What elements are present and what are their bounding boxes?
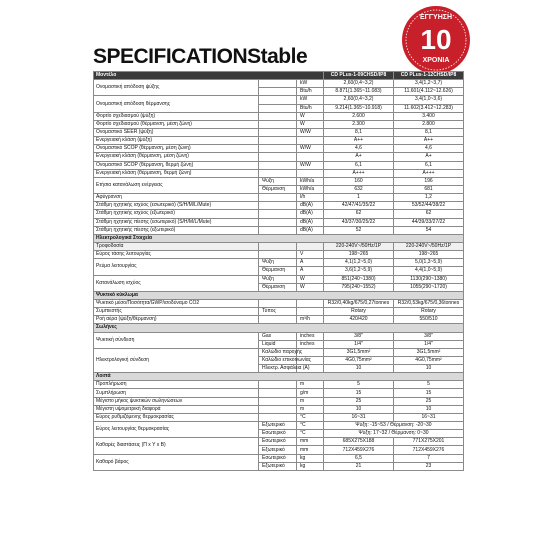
table-row: [94, 120, 464, 128]
row-sub-label: [259, 161, 297, 169]
row-value-model-2: 3,4(1,2~3,7): [394, 80, 464, 88]
row-sub-label: [259, 226, 297, 234]
row-value-model-1: 21: [324, 462, 394, 470]
table-row: [94, 210, 464, 218]
row-label: Εύρος ρυθμιζόμενης θερμοκρασίας: [94, 413, 259, 421]
row-sub-label: Θέρμανση: [259, 267, 297, 275]
row-sub-label: [259, 389, 297, 397]
row-value-model-2: 11.601(4.112~12.626): [394, 88, 464, 96]
row-unit: l/h: [297, 194, 324, 202]
row-sub-label: [259, 80, 297, 88]
section-title: Ψυκτικό κύκλωμα: [94, 291, 464, 299]
row-sub-label: [259, 316, 297, 324]
badge-top-text: ΕΓΓΥΗΣΗ: [419, 14, 453, 21]
row-sub-label: [259, 120, 297, 128]
row-value-model-1: 42/47/41/35/22: [324, 202, 394, 210]
row-unit: [297, 242, 324, 250]
row-value-model-2: 771X275X201: [394, 438, 464, 446]
table-row: [94, 308, 464, 316]
row-unit: Btu/h: [297, 88, 324, 96]
row-label: Ενεργειακή κλάση (θέρμανση, μέση ζώνη): [94, 153, 259, 161]
row-unit: kWh/a: [297, 185, 324, 193]
row-label: Κατανάλωση ισχύος: [94, 275, 259, 291]
row-value-model-2: 220-240V~/50Hz/1P: [394, 242, 464, 250]
row-sub-label: Εξωτερικό: [259, 446, 297, 454]
warranty-badge-icon: [398, 2, 474, 78]
row-unit: [297, 153, 324, 161]
spec-table: [93, 71, 464, 471]
row-value-model-1: 5: [324, 381, 394, 389]
row-value-model-2: 550/510: [394, 316, 464, 324]
table-header-row: [94, 72, 464, 80]
row-value-model-2: 54: [394, 226, 464, 234]
row-sub-label: Καλώδιο επικοινωνίας: [259, 356, 297, 364]
row-sub-label: Εσωτερικό: [259, 454, 297, 462]
row-value-model-1: 4G0,75mm²: [324, 356, 394, 364]
row-sub-label: Gas: [259, 332, 297, 340]
row-value-model-2: 5,0(1,3~5,9): [394, 259, 464, 267]
row-value-model-1: 10: [324, 365, 394, 373]
section-row: [94, 373, 464, 381]
row-value-model-1: A+++: [324, 169, 394, 177]
row-sub-label: [259, 137, 297, 145]
row-value-model-1: A+: [324, 153, 394, 161]
row-sub-label: [259, 397, 297, 405]
row-value-model-2: 25: [394, 397, 464, 405]
row-value-model-2: 23: [394, 462, 464, 470]
row-sub-label: [259, 299, 297, 307]
row-sub-label: Εσωτερικό: [259, 430, 297, 438]
row-unit: kW: [297, 80, 324, 88]
row-label: Φορτίο σχεδιασμού (θέρμανση, μέση ζώνη): [94, 120, 259, 128]
row-sub-label: Ψύξη: [259, 177, 297, 185]
row-sub-label: [259, 381, 297, 389]
row-unit: inches: [297, 340, 324, 348]
row-value-model-2: 1,2: [394, 194, 464, 202]
row-value-model-1: 9.214(1.365~10.918): [324, 104, 394, 112]
row-label: Φορτίο σχεδιασμού (ψύξη): [94, 112, 259, 120]
row-sub-label: Τύπος: [259, 308, 297, 316]
row-label: Ψυκτικό μέσο/Ποσότητα/GWP/ισοδύναμο CO2: [94, 299, 259, 307]
row-unit: °C: [297, 422, 324, 430]
table-row: [94, 177, 464, 185]
row-unit: dB(A): [297, 210, 324, 218]
row-sub-label: Ψύξη: [259, 275, 297, 283]
row-value-model-1: 2.600: [324, 112, 394, 120]
row-value-model-2: 3,4(1,0~3,6): [394, 96, 464, 104]
row-unit: kWh/a: [297, 177, 324, 185]
row-unit: W: [297, 112, 324, 120]
row-value-model-1: 25: [324, 397, 394, 405]
row-value-model-2: 16~31: [394, 413, 464, 421]
row-value-model-1: 712X459X276: [324, 446, 394, 454]
row-value-model-1: 220-240V~/50Hz/1P: [324, 242, 394, 250]
row-sub-label: [259, 153, 297, 161]
table-row: [94, 153, 464, 161]
row-value-model-1: 10: [324, 405, 394, 413]
badge-number: 10: [420, 24, 452, 55]
row-label: Ονομαστική απόδοση ψύξης: [94, 80, 259, 96]
row-value-model-2: A+: [394, 153, 464, 161]
row-value-model-2: 62: [394, 210, 464, 218]
row-label: Καθαρό βάρος: [94, 454, 259, 470]
row-sub-label: [259, 145, 297, 153]
row-value-model-1: 2,60(0,4~3,2): [324, 80, 394, 88]
row-value-model-2: 15: [394, 389, 464, 397]
row-unit: A: [297, 259, 324, 267]
row-sub-label: [259, 194, 297, 202]
table-row: [94, 194, 464, 202]
row-unit: mm: [297, 438, 324, 446]
page-title: SPECIFICATIONStable: [93, 45, 308, 68]
row-value-model-2: 2.800: [394, 120, 464, 128]
row-label: Καθαρές διαστάσεις (Π x Υ x Β): [94, 438, 259, 454]
row-sub-label: [259, 112, 297, 120]
table-row: [94, 80, 464, 88]
row-unit: m³/h: [297, 316, 324, 324]
row-value-model-1: A++: [324, 137, 394, 145]
row-unit: W/W: [297, 128, 324, 136]
table-row: [94, 226, 464, 234]
table-row: [94, 438, 464, 446]
row-value-model-2: A+++: [394, 169, 464, 177]
row-sub-label: Ψύξη: [259, 259, 297, 267]
table-row: [94, 422, 464, 430]
row-value-model-1: Rotary: [324, 308, 394, 316]
section-row: [94, 234, 464, 242]
table-row: [94, 405, 464, 413]
row-value-model-2: 1055(290~1720): [394, 283, 464, 291]
row-unit: kW: [297, 96, 324, 104]
row-value-model-1: 420/420: [324, 316, 394, 324]
table-row: [94, 275, 464, 283]
row-unit: Btu/h: [297, 104, 324, 112]
row-value-model-2: R32/0,53kg/675/0,36tonnes: [394, 299, 464, 307]
row-unit: kg: [297, 454, 324, 462]
row-unit: [297, 137, 324, 145]
row-value-model-2: 4,4(1,0~5,9): [394, 267, 464, 275]
row-value-model-1: 2.300: [324, 120, 394, 128]
row-sub-label: Εξωτερικό: [259, 422, 297, 430]
row-unit: V: [297, 251, 324, 259]
row-value-model-2: 3.400: [394, 112, 464, 120]
row-label: Τροφοδοσία: [94, 242, 259, 250]
row-unit: °C: [297, 413, 324, 421]
table-row: [94, 202, 464, 210]
badge-unit-text: ΧΡΟΝΙΑ: [422, 57, 450, 64]
row-label: Στάθμη ηχητικής ισχύος (εξωτερικό): [94, 210, 259, 218]
row-unit: W/W: [297, 161, 324, 169]
row-value-model-1: 4,1(1,2~5,0): [324, 259, 394, 267]
table-row: [94, 332, 464, 340]
row-sub-label: Θέρμανση: [259, 185, 297, 193]
row-sub-label: [259, 210, 297, 218]
row-value-model-1: 198~265: [324, 251, 394, 259]
table-row: [94, 96, 464, 104]
row-label: Συμπιεστής: [94, 308, 259, 316]
header-label: Μοντέλο: [94, 72, 324, 80]
table-row: [94, 242, 464, 250]
row-value-model-1: 15: [324, 389, 394, 397]
row-unit: dB(A): [297, 202, 324, 210]
row-unit: mm: [297, 446, 324, 454]
row-sub-label: Εσωτερικό: [259, 438, 297, 446]
row-value-model-2: 53/52/44/38/22: [394, 202, 464, 210]
row-label: Ονομαστικό SCOP (θέρμανση, μέση ζώνη): [94, 145, 259, 153]
section-row: [94, 291, 464, 299]
row-label: Προπλήρωση: [94, 381, 259, 389]
row-sub-label: [259, 128, 297, 136]
header-model-2: CD PLus-1-12CHSD/IP8: [394, 72, 464, 80]
row-sub-label: [259, 405, 297, 413]
row-value-model-1: 632: [324, 185, 394, 193]
section-title: Σωλήνες: [94, 324, 464, 332]
table-row: [94, 389, 464, 397]
row-label: Μέγιστη υψομετρική διαφορά: [94, 405, 259, 413]
table-row: [94, 161, 464, 169]
row-value-model-2: 1130(290~1380): [394, 275, 464, 283]
row-value-model-2: A++: [394, 137, 464, 145]
row-sub-label: Καλώδιο παροχής: [259, 348, 297, 356]
row-value-model-1: 3G1,5mm²: [324, 348, 394, 356]
row-value-model-1: R32/0,40kg/675/0,27tonnes: [324, 299, 394, 307]
row-value-merged: Ψύξη: 17~32 / Θέρμανση: 0~30: [324, 430, 464, 438]
row-label: Εύρος λειτουργίας θερμοκρασίας: [94, 422, 259, 438]
row-value-model-1: 52: [324, 226, 394, 234]
table-row: [94, 454, 464, 462]
row-value-model-1: 685X275X188: [324, 438, 394, 446]
row-label: Ηλεκτρολογική σύνδεση: [94, 348, 259, 372]
row-sub-label: Εξωτερικό: [259, 462, 297, 470]
row-unit: W: [297, 120, 324, 128]
row-value-model-1: 3/8": [324, 332, 394, 340]
row-unit: [297, 308, 324, 316]
row-sub-label: [259, 202, 297, 210]
row-label: Ονομαστικό SCOP (θέρμανση, θερμή ζώνη): [94, 161, 259, 169]
row-value-model-2: 5: [394, 381, 464, 389]
row-value-model-1: 851(240~1380): [324, 275, 394, 283]
row-label: Στάθμη ηχητικής πίεσης (εσωτερικό) (S/H/M/L/Mute): [94, 218, 259, 226]
row-value-model-2: 3G1,5mm²: [394, 348, 464, 356]
row-unit: [297, 169, 324, 177]
row-value-model-1: 1: [324, 194, 394, 202]
row-value-model-1: 2,60(0,4~3,2): [324, 96, 394, 104]
section-title: Ηλεκτρολογικά Στοιχεία: [94, 234, 464, 242]
header-model-1: CD PLus-1-09CHSD/IP8: [324, 72, 394, 80]
row-label: Μέγιστο μήκος ψυκτικών σωληνώσεων: [94, 397, 259, 405]
row-unit: A: [297, 267, 324, 275]
row-sub-label: Θέρμανση: [259, 283, 297, 291]
row-unit: [297, 299, 324, 307]
row-label: Εύρος τάσης λειτουργίας: [94, 251, 259, 259]
row-unit: °C: [297, 430, 324, 438]
row-label: Ονομαστικό SEER (ψύξη): [94, 128, 259, 136]
row-unit: kg: [297, 462, 324, 470]
table-row: [94, 251, 464, 259]
row-value-model-2: Rotary: [394, 308, 464, 316]
row-label: Ονομαστική απόδοση θέρμανσης: [94, 96, 259, 112]
row-label: Στάθμη ηχητικής ισχύος (εσωτερικό) (S/H/M/L/Mute): [94, 202, 259, 210]
row-value-model-2: 681: [394, 185, 464, 193]
table-row: [94, 169, 464, 177]
table-row: [94, 218, 464, 226]
row-value-model-2: 8,1: [394, 128, 464, 136]
row-value-model-1: 1/4": [324, 340, 394, 348]
row-unit: m: [297, 381, 324, 389]
row-value-model-1: 8.871(1.365~11.083): [324, 88, 394, 96]
table-row: [94, 381, 464, 389]
row-sub-label: [259, 96, 297, 104]
table-row: [94, 112, 464, 120]
row-value-model-2: 4,6: [394, 145, 464, 153]
row-unit: m: [297, 405, 324, 413]
row-sub-label: [259, 413, 297, 421]
row-label: Ετήσια κατανάλωση ενέργειας: [94, 177, 259, 193]
row-value-model-1: 43/37/30/25/22: [324, 218, 394, 226]
table-row: [94, 137, 464, 145]
row-sub-label: [259, 104, 297, 112]
row-unit: W/W: [297, 145, 324, 153]
row-unit: W: [297, 275, 324, 283]
row-label: Ροή αέρα (ψύξη/θέρμανση): [94, 316, 259, 324]
row-sub-label: Liquid: [259, 340, 297, 348]
row-value-model-2: 4G0,75mm²: [394, 356, 464, 364]
row-value-model-2: 10: [394, 365, 464, 373]
row-sub-label: [259, 242, 297, 250]
row-value-model-1: 62: [324, 210, 394, 218]
row-value-model-2: 10: [394, 405, 464, 413]
row-unit: g/m: [297, 389, 324, 397]
row-value-model-1: 4,6: [324, 145, 394, 153]
row-sub-label: [259, 88, 297, 96]
row-value-model-2: 196: [394, 177, 464, 185]
table-row: [94, 413, 464, 421]
row-unit: inches: [297, 332, 324, 340]
row-value-model-1: 795(240~1552): [324, 283, 394, 291]
row-value-model-1: 3,6(1,2~5,9): [324, 267, 394, 275]
row-label: Στάθμη ηχητικής πίεσης (εξωτερικό): [94, 226, 259, 234]
row-value-model-2: 712X459X276: [394, 446, 464, 454]
row-sub-label: [259, 251, 297, 259]
row-value-model-2: 44/39/33/27/22: [394, 218, 464, 226]
row-unit: dB(A): [297, 218, 324, 226]
row-label: Συμπλήρωση: [94, 389, 259, 397]
row-value-model-1: 6,1: [324, 161, 394, 169]
row-value-model-2: 3/8": [394, 332, 464, 340]
table-row: [94, 145, 464, 153]
row-value-model-1: 6,5: [324, 454, 394, 462]
row-value-model-2: 198~265: [394, 251, 464, 259]
row-label: Ρεύμα λειτουργίας: [94, 259, 259, 275]
row-label: Αφύγρανση: [94, 194, 259, 202]
row-value-model-1: 160: [324, 177, 394, 185]
row-value-model-1: 8,1: [324, 128, 394, 136]
row-label: Ψυκτική σύνδεση: [94, 332, 259, 348]
row-sub-label: [259, 169, 297, 177]
row-sub-label: [259, 218, 297, 226]
row-value-model-2: 1/4": [394, 340, 464, 348]
table-row: [94, 299, 464, 307]
table-row: [94, 316, 464, 324]
row-value-merged: Ψύξη: -15~53 / Θέρμανση: -20~30: [324, 422, 464, 430]
table-row: [94, 128, 464, 136]
row-unit: W: [297, 283, 324, 291]
row-value-model-2: 7: [394, 454, 464, 462]
row-sub-label: Ηλεκτρ. Ασφάλεια (A): [259, 365, 297, 373]
row-value-model-2: 11.602(3.412~12.283): [394, 104, 464, 112]
table-row: [94, 348, 464, 356]
row-label: Ενεργειακή κλάση (ψύξη): [94, 137, 259, 145]
row-label: Ενεργειακή κλάση (θέρμανση, θερμή ζώνη): [94, 169, 259, 177]
row-unit: m: [297, 397, 324, 405]
table-row: [94, 397, 464, 405]
row-unit: dB(A): [297, 226, 324, 234]
row-value-model-2: 6,1: [394, 161, 464, 169]
table-row: [94, 259, 464, 267]
section-row: [94, 324, 464, 332]
section-title: Λοιπά: [94, 373, 464, 381]
row-value-model-1: 16~31: [324, 413, 394, 421]
